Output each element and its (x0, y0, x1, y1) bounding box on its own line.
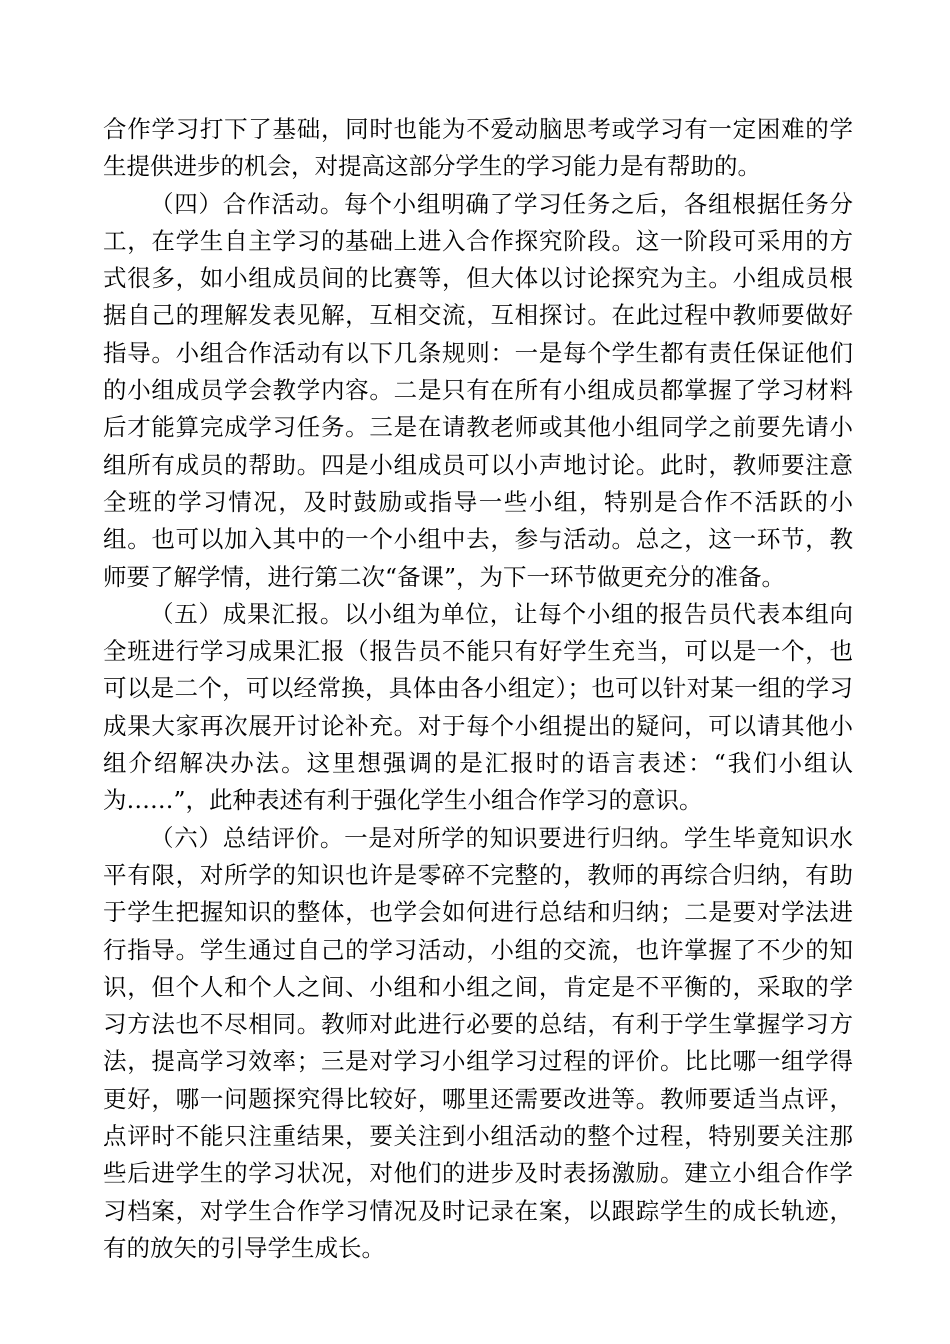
document-page (103, 111, 853, 1267)
paragraph-cooperative-activity: （四）合作活动。每个小组明确了学习任务之后，各组根据任务分工，在学生自主学习的基础上进入合作探究阶段。这一阶段可采用的方式很多，如小组成员间的比赛等，但大体以讨论探究为主。小组成员根据自己的理解发表见解，互相交流，互相探讨。在此过程中教师要做好指导。小组合作活动有以下几条规则：一是每个学生都有责任保证他们的小组成员学会教学内容。二是只有在所有小组成员都掌握了学习材料后才能算完成学习任务。三是在请教老师或其他小组同学之前要先请小组所有成员的帮助。四是小组成员可以小声地讨论。此时，教师要注意全班的学习情况，及时鼓励或指导一些小组，特别是合作不活跃的小组。也可以加入其中的一个小组中去，参与活动。总之，这一环节，教师要了解学情，进行第二次“备课”，为下一环节做更充分的准备。 (103, 189, 853, 591)
paragraph-continuation: 合作学习打下了基础，同时也能为不爱动脑思考或学习有一定困难的学生提供进步的机会，对提高这部分学生的学习能力是有帮助的。 (103, 115, 853, 181)
paragraph-results-report: （五）成果汇报。以小组为单位，让每个小组的报告员代表本组向全班进行学习成果汇报（报告员不能只有好学生充当，可以是一个，也可以是二个，可以经常换，具体由各小组定）；也可以针对某一组的学习成果大家再次展开讨论补充。对于每个小组提出的疑问，可以请其他小组介绍解决办法。这里想强调的是汇报时的语言表述：“我们小组认为……”，此种表述有利于强化学生小组合作学习的意识。 (103, 599, 853, 815)
paragraph-summary-evaluation: （六）总结评价。一是对所学的知识要进行归纳。学生毕竟知识水平有限，对所学的知识也许是零碎不完整的，教师的再综合归纳，有助于学生把握知识的整体，也学会如何进行总结和归纳；二是要对学法进行指导。学生通过自己的学习活动，小组的交流，也许掌握了不少的知识，但个人和个人之间、小组和小组之间，肯定是不平衡的，采取的学习方法也不尽相同。教师对此进行必要的总结，有利于学生掌握学习方法，提高学习效率；三是对学习小组学习过程的评价。比比哪一组学得更好，哪一问题探究得比较好，哪里还需要改进等。教师要适当点评，点评时不能只注重结果，要关注到小组活动的整个过程，特别要关注那些后进学生的学习状况，对他们的进步及时表扬激励。建立小组合作学习档案，对学生合作学习情况及时记录在案，以跟踪学生的成长轨迹，有的放矢的引导学生成长。 (103, 823, 853, 1262)
